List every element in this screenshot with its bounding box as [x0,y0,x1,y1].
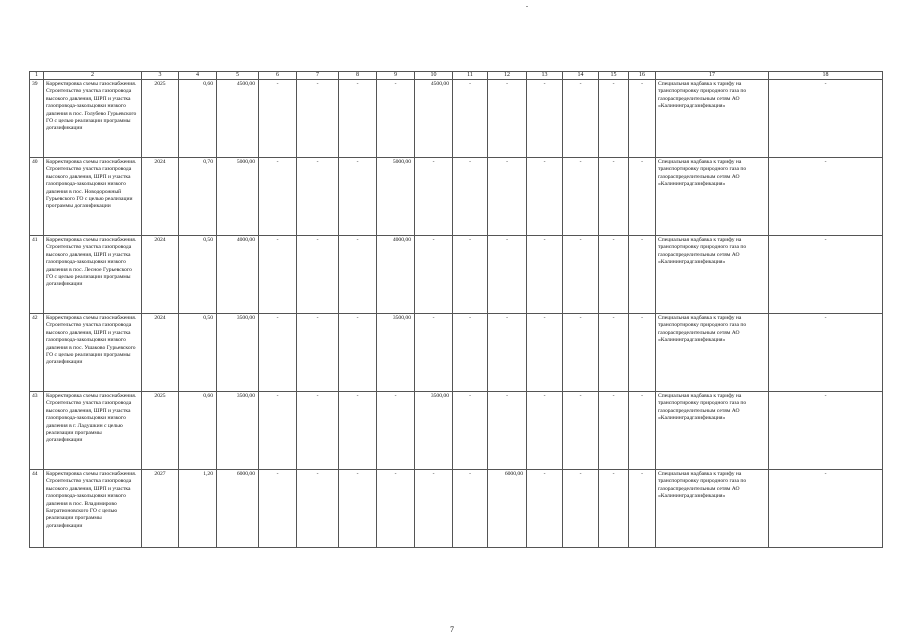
value-cell: - [297,314,339,392]
year-cell: 2027 [142,470,179,548]
object-name-cell: Корректировка схемы газоснабжения. Строительство участка газопровода высокого давления, ШРП и участка газопровода-закольцовки низкого давления в пос. Владимирово Багратионовского ГО с целью реализации программы догазификации [44,470,142,548]
value-cell: - [453,236,488,314]
length-cell: 0,70 [179,158,217,236]
value-cell: - [339,236,377,314]
value-cell: - [297,392,339,470]
value-cell: - [297,80,339,158]
table-row [30,158,883,236]
note-cell: - [769,158,883,236]
value-cell: - [297,158,339,236]
column-number-cell: 3 [142,72,179,80]
object-name-cell: Корректировка схемы газоснабжения. Строительство участка газопровода высокого давления, ШРП и участка газопровода-закольцовки низкого давления в пос. Новодорожный Гурьевского ГО с целью реализации программы догазификации [44,158,142,236]
value-cell: - [377,392,415,470]
funding-source-cell: Специальная надбавка к тарифу на транспортировку природного газа по газораспределительным сетям АО «Калининградгазификация» [656,392,769,470]
value-cell: - [453,392,488,470]
funding-source-cell: Специальная надбавка к тарифу на транспортировку природного газа по газораспределительным сетям АО «Калининградгазификация» [656,470,769,548]
note-cell: - [769,236,883,314]
value-cell: - [599,470,629,548]
column-number-cell: 1 [30,72,44,80]
column-number-cell: 2 [44,72,142,80]
value-cell: - [259,392,297,470]
table-row [30,392,883,470]
value-cell: - [259,158,297,236]
value-cell: - [377,470,415,548]
value-cell: - [339,158,377,236]
total-cost-cell: 3500,00 [217,314,259,392]
value-cell: - [453,158,488,236]
value-cell: - [259,80,297,158]
table-row [30,236,883,314]
column-number-cell: 7 [297,72,339,80]
value-cell: - [488,80,527,158]
table-row [30,314,883,392]
column-number-cell: 8 [339,72,377,80]
value-cell: - [339,392,377,470]
column-number-cell: 18 [769,72,883,80]
row-number-cell: 39 [30,80,44,158]
value-cell: - [453,314,488,392]
object-name-cell: Корректировка схемы газоснабжения. Строительство участка газопровода высокого давления, ШРП и участка газопровода-закольцовки низкого давления в пос. Лесное Гурьевского ГО с целью реализации программы догазификации [44,236,142,314]
row-number-cell: 41 [30,236,44,314]
funding-source-cell: Специальная надбавка к тарифу на транспортировку природного газа по газораспределительным сетям АО «Калининградгазификация» [656,158,769,236]
year-cell: 2025 [142,392,179,470]
value-cell: - [599,314,629,392]
total-cost-cell: 3500,00 [217,392,259,470]
value-cell: - [629,470,656,548]
value-cell: - [297,470,339,548]
row-number-cell: 42 [30,314,44,392]
object-name-cell: Корректировка схемы газоснабжения. Строительство участка газопровода высокого давления, ШРП и участка газопровода-закольцовки низкого давления в г. Ладушкин с целью реализации программы догазификации [44,392,142,470]
total-cost-cell: 4500,00 [217,80,259,158]
object-name-cell: Корректировка схемы газоснабжения. Строительство участка газопровода высокого давления, ШРП и участка газопровода-закольцовки низкого давления в пос. Ушаково Гурьевского ГО с целью реализации программы догазификации [44,314,142,392]
value-cell: - [259,314,297,392]
value-cell: - [415,314,453,392]
value-cell: - [629,236,656,314]
value-cell: - [339,314,377,392]
note-cell: - [769,80,883,158]
value-cell: 6000,00 [488,470,527,548]
value-cell: - [339,80,377,158]
length-cell: 1,20 [179,470,217,548]
object-name-cell: Корректировка схемы газоснабжения. Строительство участка газопровода высокого давления, ШРП и участка газопровода-закольцовки низкого давления в пос. Голубево Гурьевского ГО с целью реализации программы догазификации [44,80,142,158]
year-cell: 2025 [142,80,179,158]
value-cell: - [488,314,527,392]
total-cost-cell: 5000,00 [217,158,259,236]
value-cell: - [629,314,656,392]
column-number-cell: 16 [629,72,656,80]
column-number-cell: 15 [599,72,629,80]
note-cell: - [769,470,883,548]
value-cell: - [527,236,563,314]
value-cell: - [259,236,297,314]
column-number-cell: 14 [563,72,599,80]
value-cell: - [488,392,527,470]
value-cell: - [415,470,453,548]
column-number-cell: 5 [217,72,259,80]
column-number-cell: 11 [453,72,488,80]
value-cell: - [527,314,563,392]
value-cell: 5000,00 [377,158,415,236]
column-number-cell: 9 [377,72,415,80]
total-cost-cell: 4000,00 [217,236,259,314]
note-cell: - [769,392,883,470]
value-cell: - [339,470,377,548]
value-cell: - [297,236,339,314]
column-number-cell: 13 [527,72,563,80]
value-cell: - [629,392,656,470]
value-cell: - [599,158,629,236]
value-cell: - [488,236,527,314]
funding-source-cell: Специальная надбавка к тарифу на транспортировку природного газа по газораспределительным сетям АО «Калининградгазификация» [656,236,769,314]
value-cell: - [527,158,563,236]
value-cell: - [453,470,488,548]
table-row [30,80,883,158]
value-cell: - [563,236,599,314]
length-cell: 0,50 [179,236,217,314]
total-cost-cell: 6000,00 [217,470,259,548]
length-cell: 0,60 [179,392,217,470]
row-number-cell: 44 [30,470,44,548]
column-number-cell: 17 [656,72,769,80]
value-cell: - [563,470,599,548]
row-number-cell: 40 [30,158,44,236]
page-number: 7 [450,625,454,634]
value-cell: - [377,80,415,158]
length-cell: 0,60 [179,80,217,158]
year-cell: 2024 [142,158,179,236]
value-cell: 3500,00 [415,392,453,470]
length-cell: 0,50 [179,314,217,392]
value-cell: - [527,392,563,470]
value-cell: - [599,80,629,158]
value-cell: - [453,80,488,158]
scan-speck [526,6,528,7]
value-cell: - [415,158,453,236]
column-number-cell: 10 [415,72,453,80]
value-cell: - [563,158,599,236]
table-row [30,470,883,548]
investment-program-table [29,71,883,548]
value-cell: - [563,314,599,392]
value-cell: - [415,236,453,314]
value-cell: - [563,392,599,470]
value-cell: - [599,236,629,314]
note-cell: - [769,314,883,392]
value-cell: 3500,00 [377,314,415,392]
value-cell: - [259,470,297,548]
value-cell: - [629,80,656,158]
year-cell: 2024 [142,236,179,314]
value-cell: - [488,158,527,236]
year-cell: 2024 [142,314,179,392]
value-cell: 4000,00 [377,236,415,314]
value-cell: 4500,00 [415,80,453,158]
column-numbers-row [30,72,883,80]
value-cell: - [527,470,563,548]
value-cell: - [563,80,599,158]
funding-source-cell: Специальная надбавка к тарифу на транспортировку природного газа по газораспределительным сетям АО «Калининградгазификация» [656,80,769,158]
value-cell: - [599,392,629,470]
row-number-cell: 43 [30,392,44,470]
column-number-cell: 4 [179,72,217,80]
column-number-cell: 6 [259,72,297,80]
value-cell: - [527,80,563,158]
value-cell: - [629,158,656,236]
funding-source-cell: Специальная надбавка к тарифу на транспортировку природного газа по газораспределительным сетям АО «Калининградгазификация» [656,314,769,392]
column-number-cell: 12 [488,72,527,80]
